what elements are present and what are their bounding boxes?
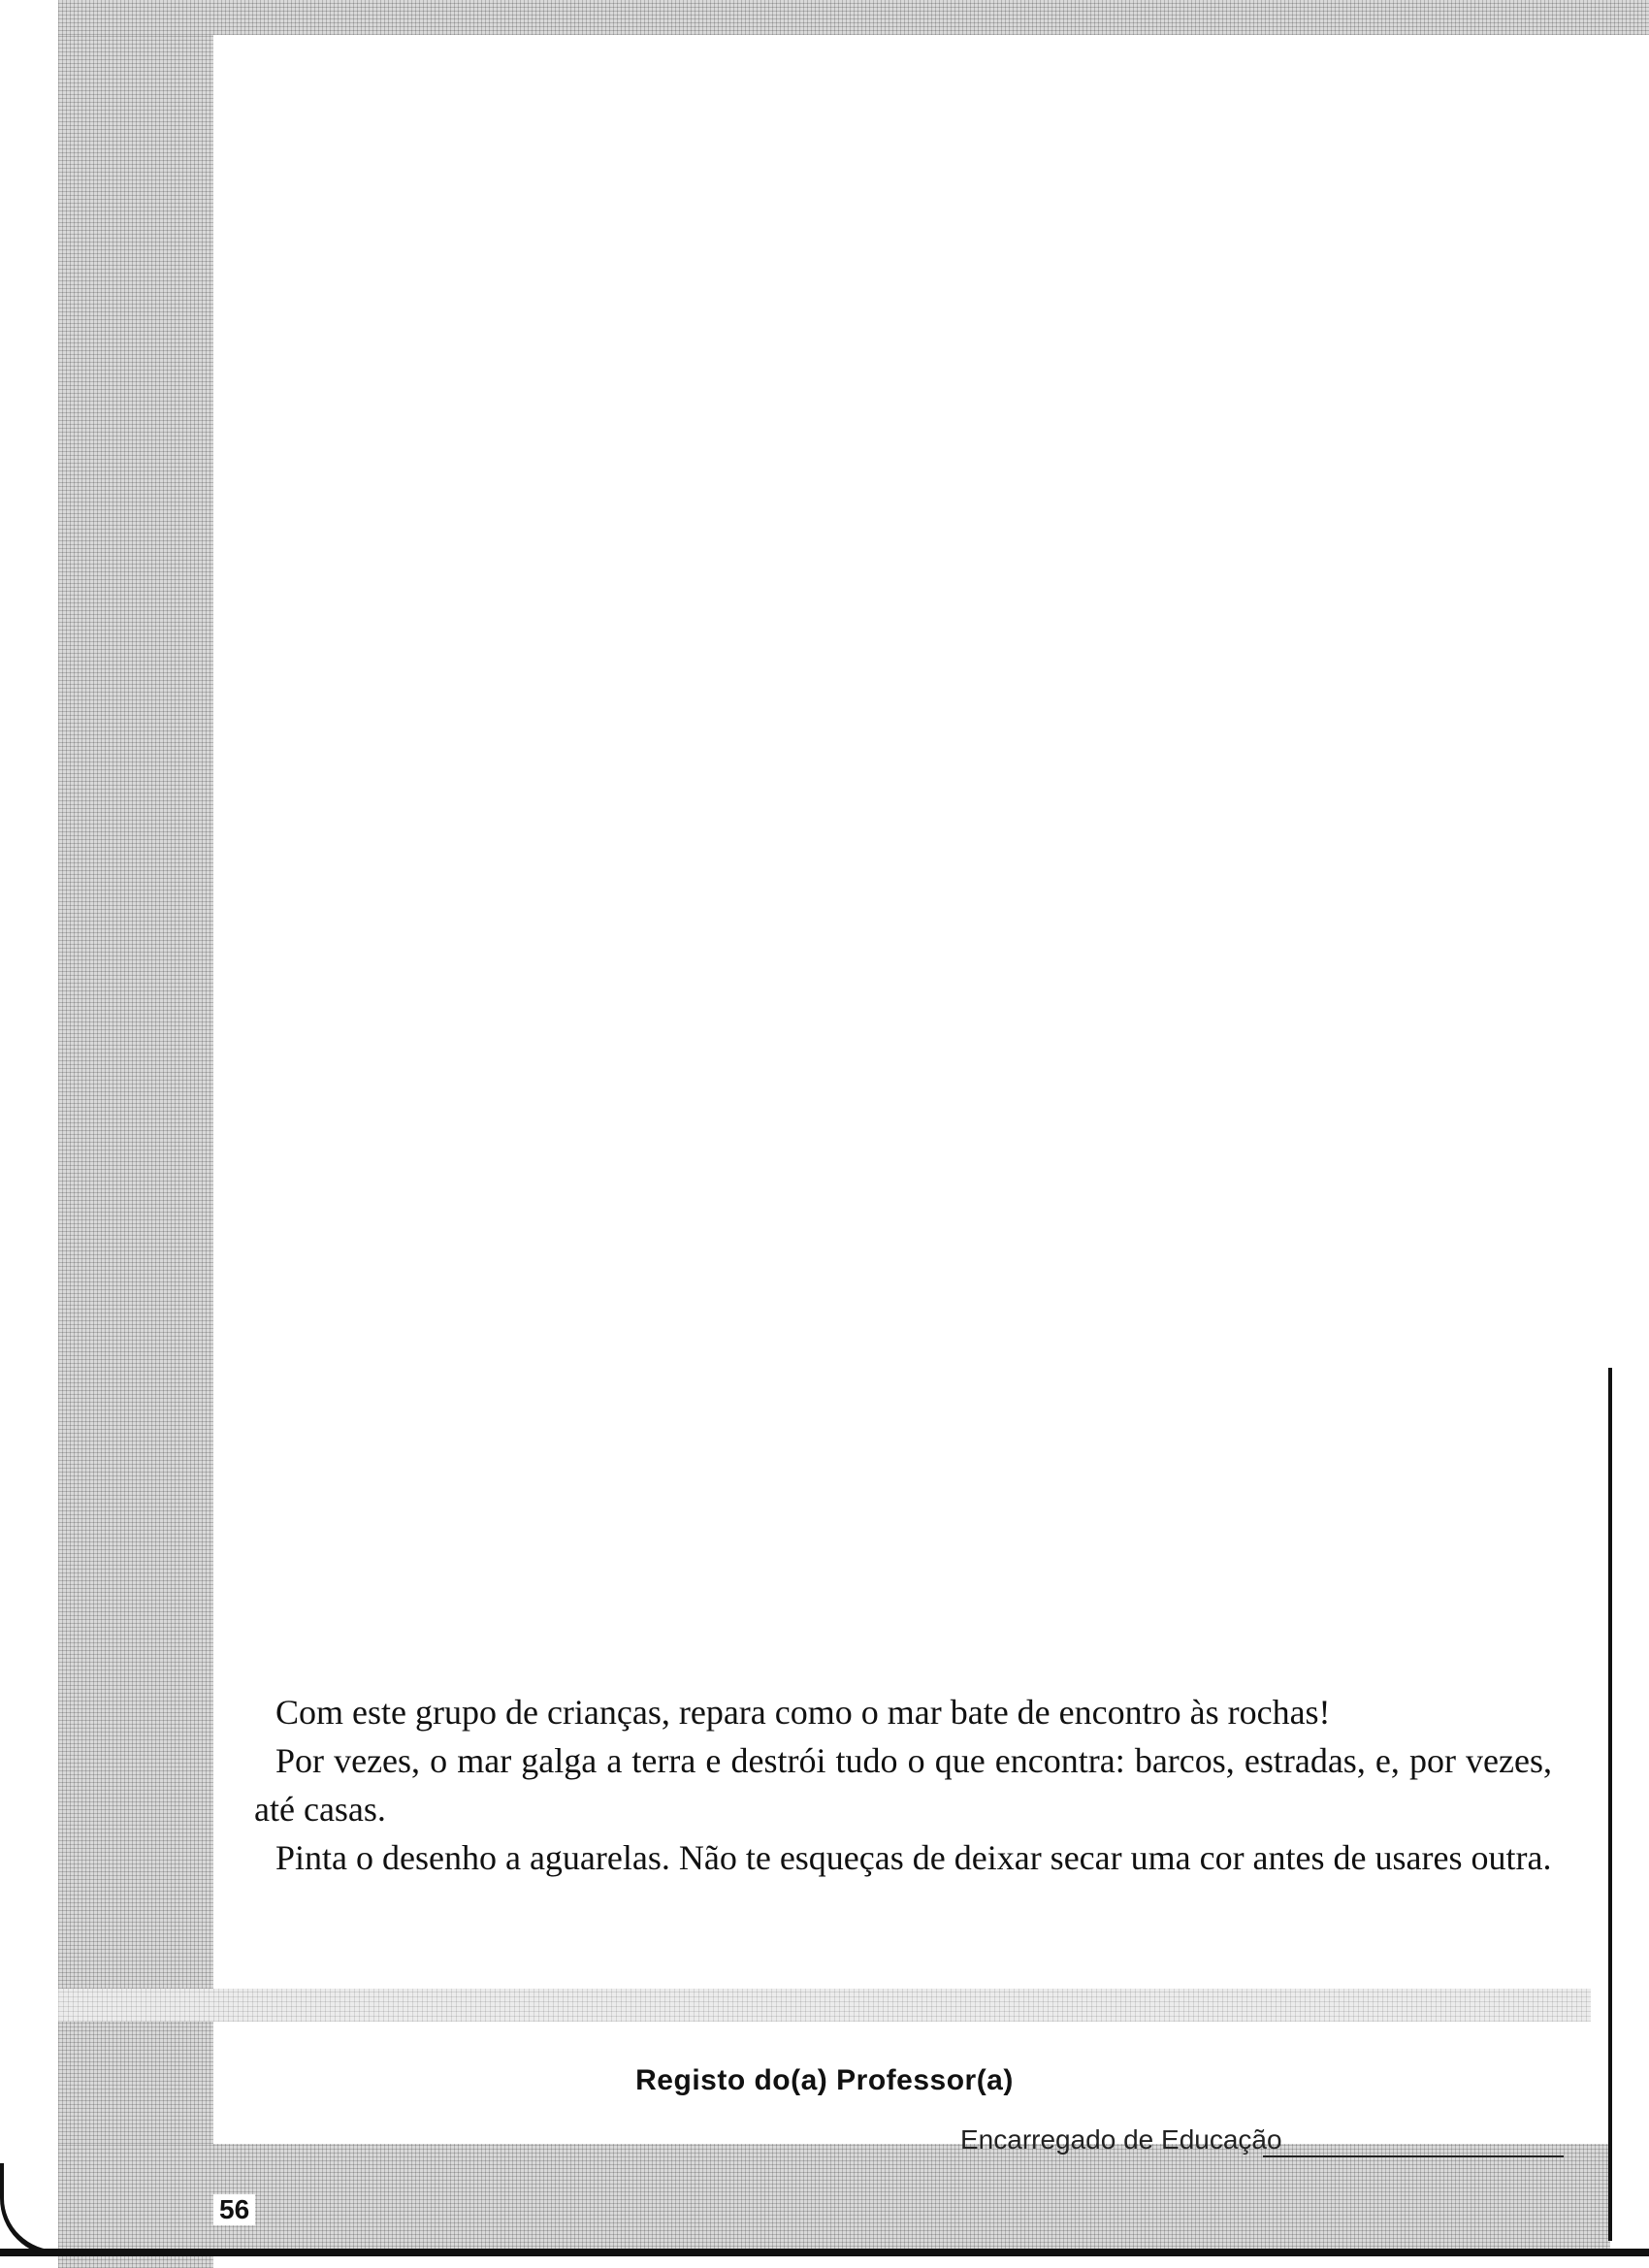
- left-margin-halftone: [58, 0, 213, 2268]
- guardian-signature-row: [960, 2124, 1600, 2163]
- footer-halftone-strip: [58, 1989, 1591, 2022]
- guardian-signature-line[interactable]: [1263, 2155, 1564, 2157]
- page-number: 56: [213, 2194, 255, 2225]
- instruction-paragraph: Com este grupo de crianças, repara como o mar bate de encontro às rochas!: [275, 1693, 1331, 1732]
- top-margin-halftone: [58, 0, 1649, 35]
- teacher-record-heading: Registo do(a) Professor(a): [635, 2064, 1014, 2096]
- page-corner-curve: [0, 2163, 120, 2256]
- guardian-label: Encarregado de Educação: [960, 2124, 1282, 2155]
- instruction-paragraph: Por vezes, o mar galga a terra e destrói tudo o que encontra: barcos, estradas, e, por vezes, até casas.: [254, 1741, 1552, 1829]
- instruction-paragraph: Pinta o desenho a aguarelas. Não te esqueças de deixar secar uma cor antes de usares outra.: [275, 1838, 1552, 1877]
- instruction-text: [254, 1688, 1552, 1882]
- right-border-line: [1608, 1368, 1612, 2241]
- bottom-border-line: [0, 2249, 1649, 2256]
